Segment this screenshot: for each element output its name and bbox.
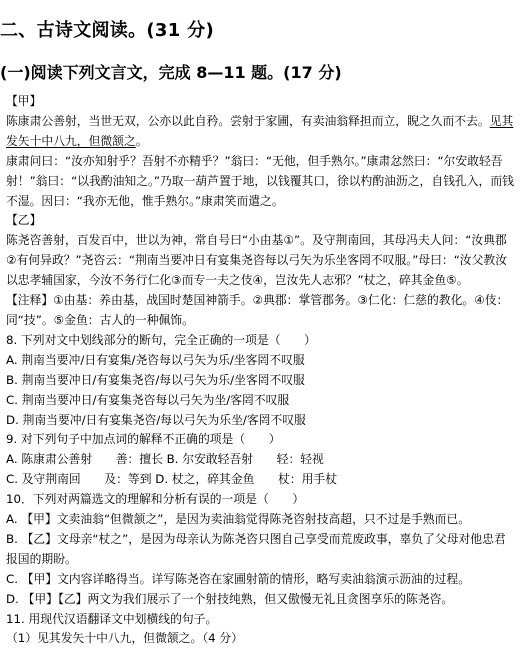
question-11-sub-1: （1）见其发矢十中八九，但微颔之。（4 分） bbox=[6, 631, 244, 646]
question-8-option-a[interactable]: A. 荆南当要冲/日有宴集/尧咨每以弓矢为乐/坐客罔不叹服 bbox=[6, 352, 305, 367]
question-9-stem: 9. 对下列句子中加点词的解释不正确的项是（ ） bbox=[6, 432, 281, 447]
question-8-option-c[interactable]: C. 荆南当要冲日/有宴集尧咨每以弓矢为坐/客罔不叹服 bbox=[6, 392, 290, 407]
passage-yi-paragraph: 陈尧咨善射，百发百中，世以为神，常自号曰“小由基①”。及守荆南回，其母冯夫人问：“汝典郡②有何异政？”尧咨云：“荆南当要冲日有宴集尧咨每以弓矢为乐坐客罔不叹服。”母曰：“汝父教汝以忠孝辅国家，今汝不务行仁化③而专一夫之伎④，岂汝先人志邪？”杖之，碎其金鱼⑤。 bbox=[6, 233, 508, 288]
question-8-option-d[interactable]: D. 荆南当要冲/日有宴集尧咨/每以弓矢为乐坐/客罔不叹服 bbox=[6, 412, 306, 427]
subsection-title: (一)阅读下列文言文，完成 8—11 题。(17 分) bbox=[0, 63, 342, 82]
question-10-option-a[interactable]: A. 【甲】文卖油翁“但微颔之”，是因为卖油翁觉得陈尧咨射技高超，只不过是手熟而已。 bbox=[6, 512, 471, 527]
question-10-option-c[interactable]: C. 【甲】文内容详略得当。详写陈尧咨在家圃射箭的情形，略写卖油翁演示沥油的过程。 bbox=[6, 571, 471, 586]
question-9-options-ab[interactable]: A. 陈康肃公善射 善：擅长 B. 尔安敢轻吾射 轻：轻视 bbox=[6, 452, 324, 467]
question-8-option-b[interactable]: B. 荆南当要冲日/有宴集尧咨/每以弓矢为乐/坐客罔不叹服 bbox=[6, 372, 305, 387]
section-title: 二、古诗文阅读。(31 分) bbox=[0, 20, 214, 41]
underlined-sentence: 见其发矢十中八九，但微颔之 bbox=[6, 113, 514, 148]
question-10-option-d[interactable]: D. 【甲】【乙】两文为我们展示了一个射技纯熟，但又傲慢无礼且贪图享乐的陈尧咨。 bbox=[6, 591, 454, 606]
question-8-stem: 8. 下列对文中划线部分的断句，完全正确的一项是（ ） bbox=[6, 332, 316, 347]
passage-jia-period: 。 bbox=[135, 133, 148, 148]
question-10-stem: 10．下列对两篇选文的理解和分析有误的一项是（ ） bbox=[6, 492, 305, 507]
annotation-notes: 【注释】①由基：养由基，战国时楚国神箭手。②典郡：掌管郡务。③仁化：仁慈的教化。④伎：同“技”。⑤金鱼：古人的一种佩饰。 bbox=[6, 293, 509, 327]
question-9-options-cd[interactable]: C. 及守荆南回 及：等到 D. 杖之，碎其金鱼 杖：用手杖 bbox=[6, 472, 337, 487]
question-10-option-b[interactable]: B. 【乙】文母亲“杖之”，是因为母亲认为陈尧咨只图自己享受而荒废政事，辜负了父母对他忠君报国的期盼。 bbox=[6, 531, 506, 566]
passage-jia-paragraph-2: 康肃问曰：“汝亦知射乎？吾射不亦精乎？”翁曰：“无他，但手熟尔。”康肃忿然曰：“尔安敢轻吾射！”翁曰：“以我酌油知之。”乃取一葫芦置于地，以钱覆其口，徐以杓酌油沥之，自钱孔入，而钱不湿。因曰：“我亦无他，惟手熟尔。”康肃笑而遣之。 bbox=[6, 153, 514, 208]
passage-yi-tag: 【乙】 bbox=[6, 213, 42, 228]
reading-body bbox=[6, 92, 516, 649]
passage-jia-tag: 【甲】 bbox=[6, 94, 42, 108]
passage-jia-text: 陈康肃公善射，当世无双，公亦以此自矜。尝射于家圃，有卖油翁释担而立，睨之久而不去。 bbox=[6, 113, 490, 128]
passage-jia-paragraph-1 bbox=[6, 112, 516, 152]
question-11-stem: 11. 用现代汉语翻译文中划横线的句子。 bbox=[6, 611, 218, 626]
